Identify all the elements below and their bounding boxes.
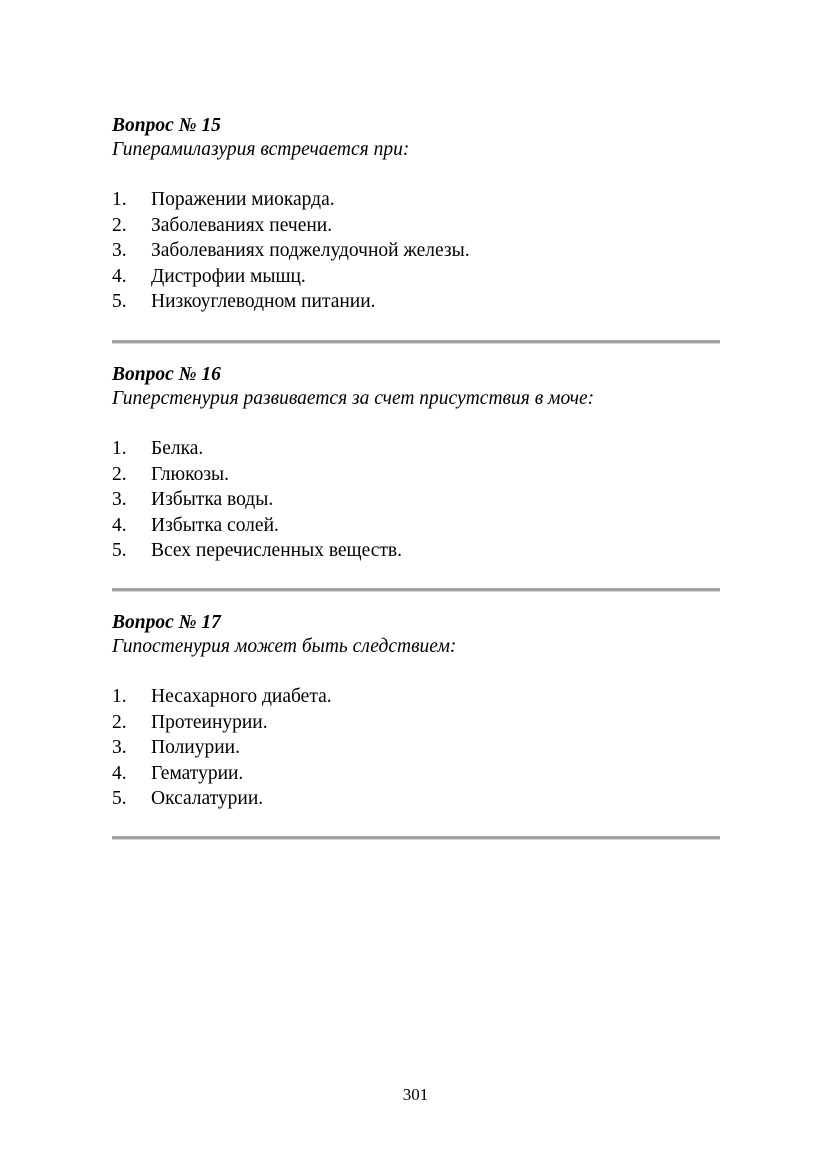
answer-text: Заболеваниях поджелудочной железы.	[151, 240, 470, 261]
answer-text: Избытка воды.	[151, 489, 274, 510]
answer-number: 1.	[112, 438, 127, 459]
answer-option	[112, 462, 720, 488]
answer-option	[112, 786, 720, 812]
answer-list	[112, 684, 720, 812]
answer-number: 4.	[112, 265, 127, 287]
answer-text: Всех перечисленных веществ.	[151, 540, 402, 561]
answer-option	[112, 487, 720, 513]
answer-number: 4.	[112, 762, 127, 784]
answer-number: 1.	[112, 686, 127, 707]
answer-text: Гематурии.	[151, 762, 244, 784]
answer-number: 3.	[112, 737, 127, 758]
answer-number: 5.	[112, 540, 127, 561]
answer-number: 2.	[112, 711, 127, 733]
question-text: Гипостенурия может быть следствием:	[112, 636, 457, 657]
answer-option	[112, 264, 720, 290]
answer-option	[112, 187, 720, 213]
answer-text: Низкоуглеводном питании.	[151, 291, 376, 312]
answer-option	[112, 710, 720, 736]
answer-list	[112, 187, 720, 315]
answer-option	[112, 238, 720, 264]
answer-list	[112, 436, 720, 564]
answer-text: Избытка солей.	[151, 514, 279, 536]
answer-option	[112, 735, 720, 761]
question-16	[112, 363, 720, 564]
answer-number: 3.	[112, 240, 127, 261]
answer-option	[112, 289, 720, 315]
answer-text: Белка.	[151, 438, 204, 459]
page-number: 301	[402, 1085, 429, 1104]
answer-number: 2.	[112, 214, 127, 236]
question-15	[112, 114, 720, 315]
question-text: Гиперстенурия развивается за счет присутствия в моче:	[112, 388, 595, 409]
answer-option	[112, 538, 720, 564]
answer-option	[112, 761, 720, 787]
answer-option	[112, 684, 720, 710]
question-title: Вопрос № 15	[112, 115, 221, 136]
answer-option	[112, 513, 720, 539]
answer-number: 1.	[112, 189, 127, 210]
answer-text: Несахарного диабета.	[151, 686, 332, 707]
answer-text: Дистрофии мышц.	[151, 265, 306, 287]
answer-number: 2.	[112, 463, 127, 485]
answer-text: Оксалатурии.	[151, 788, 264, 809]
answer-text: Глюкозы.	[151, 463, 230, 485]
answer-option	[112, 213, 720, 239]
answer-number: 5.	[112, 788, 127, 809]
answer-text: Протеинурии.	[151, 711, 268, 733]
answer-text: Полиурии.	[151, 737, 240, 758]
section-divider	[112, 340, 720, 344]
section-divider	[112, 588, 720, 592]
answer-text: Заболеваниях печени.	[151, 214, 333, 236]
section-divider	[112, 836, 720, 840]
answer-number: 5.	[112, 291, 127, 312]
answer-option	[112, 436, 720, 462]
question-text: Гиперамилазурия встречается при:	[112, 139, 410, 160]
question-title: Вопрос № 16	[112, 364, 221, 385]
question-title: Вопрос № 17	[112, 612, 221, 633]
question-17	[112, 611, 720, 812]
answer-text: Поражении миокарда.	[151, 189, 335, 210]
answer-number: 4.	[112, 514, 127, 536]
answer-number: 3.	[112, 489, 127, 510]
